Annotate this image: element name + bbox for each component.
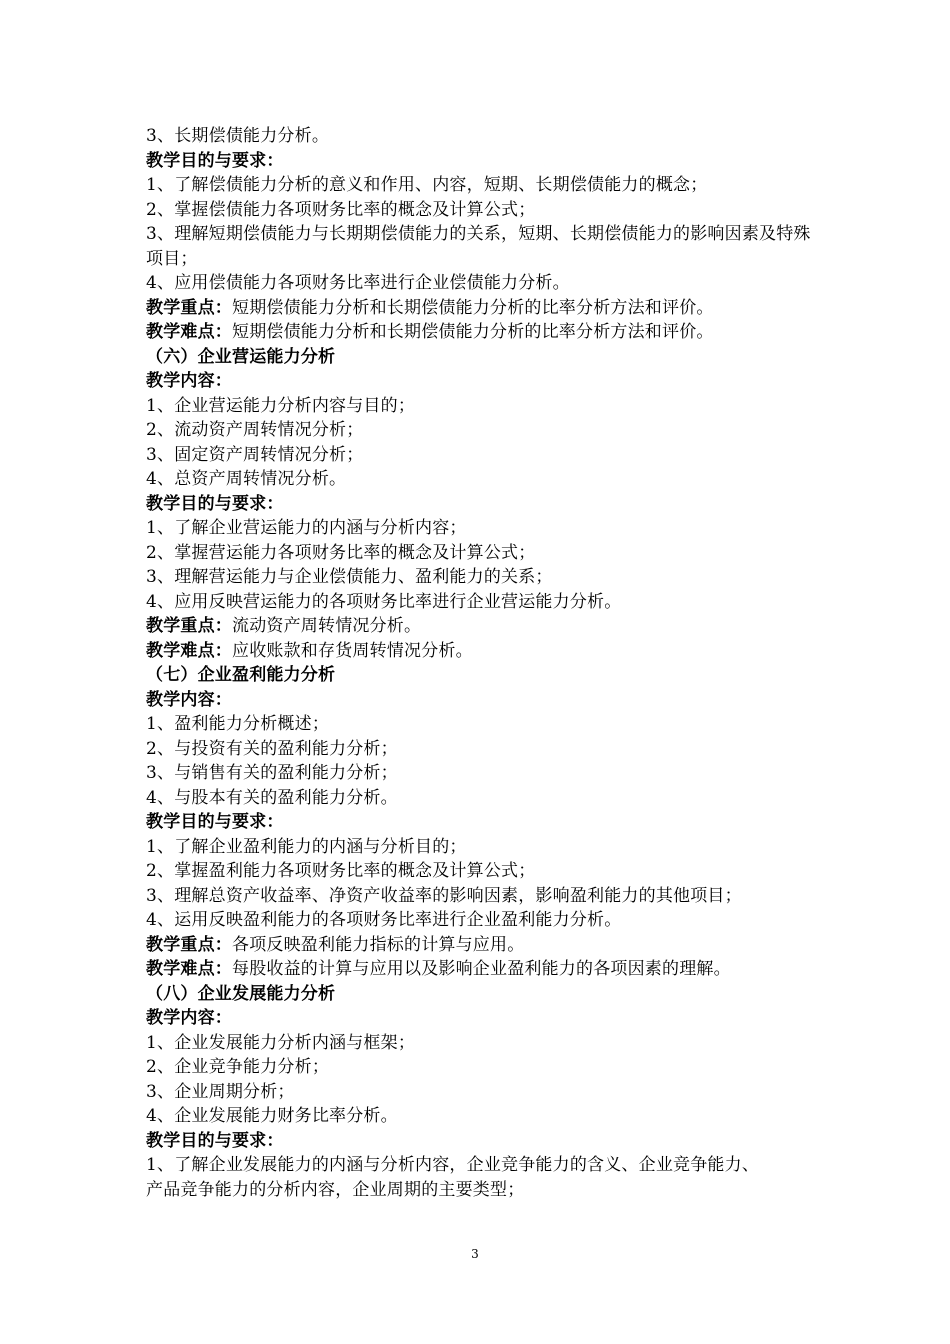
goal-item: 2、掌握盈利能力各项财务比率的概念及计算公式； xyxy=(146,861,536,881)
content-item: 3、固定资产周转情况分析； xyxy=(146,444,364,465)
goal-item: 1、了解企业盈利能力的内涵与分析目的； xyxy=(146,836,467,857)
content-item: 1、盈利能力分析概述； xyxy=(146,714,330,734)
goal-item-continued: 产品竞争能力的分析内容，企业周期的主要类型； xyxy=(146,1179,525,1200)
goal-item: 4、应用偿债能力各项财务比率进行企业偿债能力分析。 xyxy=(146,273,570,293)
key-point-label: 教学重点： xyxy=(146,616,232,636)
content-item: 2、企业竞争能力分析； xyxy=(146,1057,330,1077)
difficulty-text: 每股收益的计算与应用以及影响企业盈利能力的各项因素的理解。 xyxy=(232,959,731,979)
goal-item: 3、理解短期偿债能力与长期期偿债能力的关系，短期、长期偿债能力的影响因素及特殊项目； xyxy=(146,224,811,269)
key-point-text: 流动资产周转情况分析。 xyxy=(232,616,422,636)
difficulty-label: 教学难点： xyxy=(146,322,232,342)
key-point xyxy=(146,614,826,639)
difficulty-label: 教学难点： xyxy=(146,640,232,661)
content-item: 4、与股本有关的盈利能力分析。 xyxy=(146,787,398,808)
goal-item: 3、理解营运能力与企业偿债能力、盈利能力的关系； xyxy=(146,567,553,587)
goal-item: 2、掌握偿债能力各项财务比率的概念及计算公式； xyxy=(146,199,536,220)
key-point-label: 教学重点： xyxy=(146,297,232,318)
difficulty-point xyxy=(146,320,826,345)
goal-item: 1、了解偿债能力分析的意义和作用、内容，短期、长期偿债能力的概念； xyxy=(146,175,708,195)
content-heading: 教学内容： xyxy=(146,371,232,391)
difficulty-point xyxy=(146,639,826,664)
goals-heading: 教学目的与要求： xyxy=(146,812,284,832)
difficulty-point xyxy=(146,957,826,982)
goal-item: 2、掌握营运能力各项财务比率的概念及计算公式； xyxy=(146,542,536,563)
goal-item: 4、运用反映盈利能力的各项财务比率进行企业盈利能力分析。 xyxy=(146,910,622,930)
goals-heading: 教学目的与要求： xyxy=(146,1130,284,1151)
section-title: （七）企业盈利能力分析 xyxy=(146,665,336,685)
goal-item: 3、理解总资产收益率、净资产收益率的影响因素，影响盈利能力的其他项目； xyxy=(146,885,742,906)
content-heading: 教学内容： xyxy=(146,1008,232,1028)
goal-item: 1、了解企业发展能力的内涵与分析内容，企业竞争能力的含义、企业竞争能力、 xyxy=(146,1155,760,1175)
content-item: 3、企业周期分析； xyxy=(146,1081,295,1102)
content-item: 3、与销售有关的盈利能力分析； xyxy=(146,763,398,783)
key-point xyxy=(146,296,826,321)
key-point-label: 教学重点： xyxy=(146,934,232,955)
page-number: 3 xyxy=(471,1247,479,1261)
content-item: 4、总资产周转情况分析。 xyxy=(146,469,347,489)
content-item: 3、长期偿债能力分析。 xyxy=(146,126,330,146)
difficulty-text: 应收账款和存货周转情况分析。 xyxy=(232,640,473,661)
section-title: （八）企业发展能力分析 xyxy=(146,983,336,1004)
goal-item: 4、应用反映营运能力的各项财务比率进行企业营运能力分析。 xyxy=(146,591,622,612)
content-heading: 教学内容： xyxy=(146,689,232,710)
content-item: 1、企业发展能力分析内涵与框架； xyxy=(146,1032,416,1053)
content-item: 2、与投资有关的盈利能力分析； xyxy=(146,738,398,759)
goals-heading: 教学目的与要求： xyxy=(146,493,284,514)
goal-item: 1、了解企业营运能力的内涵与分析内容； xyxy=(146,518,467,538)
difficulty-text: 短期偿债能力分析和长期偿债能力分析的比率分析方法和评价。 xyxy=(232,322,714,342)
content-item: 1、企业营运能力分析内容与目的； xyxy=(146,395,416,416)
content-item: 2、流动资产周转情况分析； xyxy=(146,420,364,440)
key-point-text: 短期偿债能力分析和长期偿债能力分析的比率分析方法和评价。 xyxy=(232,297,714,318)
goals-heading: 教学目的与要求： xyxy=(146,150,284,171)
key-point xyxy=(146,933,826,958)
key-point-text: 各项反映盈利能力指标的计算与应用。 xyxy=(232,934,525,955)
page-body xyxy=(146,124,826,1202)
content-item: 4、企业发展能力财务比率分析。 xyxy=(146,1106,398,1126)
difficulty-label: 教学难点： xyxy=(146,959,232,979)
section-title: （六）企业营运能力分析 xyxy=(146,346,336,367)
